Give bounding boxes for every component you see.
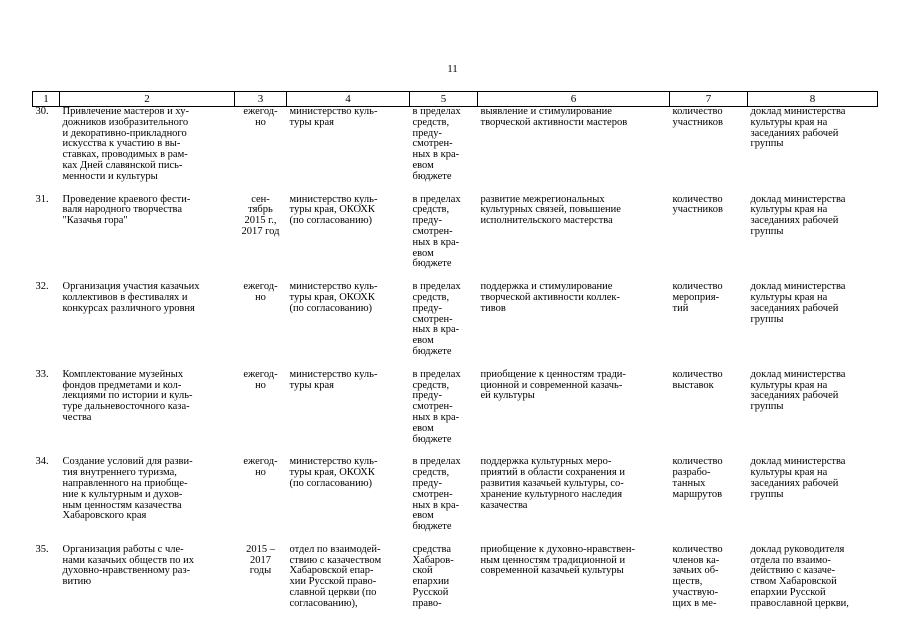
funding-cell: в пределах средств, преду- смотрен- ных в кра- евом бюджете <box>412 193 461 270</box>
report-cell: доклад министерства культуры края на заседаниях рабочей группы <box>750 368 846 413</box>
row-number: 31. <box>35 193 49 205</box>
table-row <box>33 457 878 545</box>
term-cell: 2015 – 2017 годы <box>246 543 275 577</box>
term-cell: ежегод- но <box>243 456 278 479</box>
event-cell: Создание условий для разви- тия внутреннего туризма, направленного на приобще- ние к культурным и духов- ным ценностям казачества Хабаровского края <box>62 456 193 522</box>
result-cell: выявление и стимулирование творческой активности мастеров <box>480 106 628 128</box>
result-cell: поддержка культурных меро- приятий в области сохранения и развития казачьей культуры, со- хранение культурного наследия казачества <box>480 456 625 511</box>
funding-cell: в пределах средств, преду- смотрен- ных в кра- евом бюджете <box>412 368 461 445</box>
header-cell: 4 <box>287 92 410 107</box>
table-row <box>33 282 878 370</box>
funding-cell: в пределах средств, преду- смотрен- ных в кра- евом бюджете <box>412 456 461 533</box>
term-cell: ежегод- но <box>243 281 278 303</box>
row-number: 30. <box>35 106 49 117</box>
header-cell: 6 <box>478 92 670 107</box>
page-number: 11 <box>447 63 458 75</box>
header-cell: 5 <box>410 92 478 107</box>
table-row <box>33 195 878 283</box>
row-number: 32. <box>35 281 49 293</box>
header-cell: 3 <box>235 92 287 107</box>
report-cell: доклад руководителя отдела по взаимо- действию с казаче- ством Хабаровской епархии Русской православной церкви, <box>750 543 849 609</box>
term-cell: ежегод- но <box>243 106 278 128</box>
event-cell: Комплектование музейных фондов предметами и кол- лекциями по истории и куль- туре дальневосточного каза- чества <box>62 368 193 423</box>
event-cell: Организация участия казачьих коллективов в фестивалях и конкурсах различного уровня <box>62 281 200 314</box>
header-cell: 7 <box>670 92 748 107</box>
table-row <box>33 370 878 458</box>
table-row <box>33 107 878 195</box>
indicator-cell: количество участников <box>672 193 723 216</box>
indicator-cell: количество разрабо- танных маршрутов <box>672 456 723 500</box>
term-cell: сен- тябрь 2015 г., 2017 год <box>241 193 280 237</box>
result-cell: приобщение к ценностям тради- ционной и современной казачь- ей культуры <box>480 368 626 402</box>
executor-cell: министерство куль- туры края <box>289 368 378 391</box>
table-row <box>33 545 878 610</box>
executor-cell: министерство куль- туры края, ОКОХК (по согласованию) <box>289 281 378 314</box>
indicator-cell: количество участников <box>672 106 723 128</box>
row-number: 35. <box>35 543 49 555</box>
report-cell: доклад министерства культуры края на заседаниях рабочей группы <box>750 106 846 150</box>
row-number: 34. <box>35 456 49 468</box>
result-cell: поддержка и стимулирование творческой активности коллек- тивов <box>480 281 620 314</box>
result-cell: развитие межрегиональных культурных связей, повышение исполнительского мастерства <box>480 193 621 227</box>
indicator-cell: количество выставок <box>672 368 723 391</box>
header-cell: 8 <box>748 92 878 107</box>
report-cell: доклад министерства культуры края на заседаниях рабочей группы <box>750 456 846 500</box>
executor-cell: министерство куль- туры края, ОКОХК (по согласованию) <box>289 193 378 227</box>
executor-cell: министерство куль- туры края <box>289 106 378 128</box>
header-row <box>33 92 878 107</box>
term-cell: ежегод- но <box>243 368 278 391</box>
executor-cell: отдел по взаимодей- ствию с казачеством Хабаровской епар- хии Русской право- славной церкви (по согласованию), <box>289 543 382 609</box>
executor-cell: министерство куль- туры края, ОКОХК (по согласованию) <box>289 456 378 489</box>
indicator-cell: количество членов ка- зачьих об- ществ, участвую- щих в ме- <box>672 543 723 609</box>
event-cell: Организация работы с чле- нами казачьих обществ по их духовно-нравственному раз- витию <box>62 543 195 588</box>
funding-cell: в пределах средств, преду- смотрен- ных в кра- евом бюджете <box>412 106 461 182</box>
result-cell: приобщение к духовно-нравствен- ным ценностям традиционной и современной казачьей культуры <box>480 543 635 577</box>
row-number: 33. <box>35 368 49 380</box>
report-cell: доклад министерства культуры края на заседаниях рабочей группы <box>750 193 846 237</box>
funding-cell: в пределах средств, преду- смотрен- ных в кра- евом бюджете <box>412 281 461 357</box>
event-cell: Привлечение мастеров и ху- дожников изобразительного и декоративно-прикладного искусства к участию в вы- ставках, проводимых в рам- ках Дней славянской пись- менности и культуры <box>62 106 189 182</box>
header-cell: 2 <box>60 92 235 107</box>
funding-cell: средства Хабаров- ской епархии Русской право- <box>412 543 454 609</box>
header-cell: 1 <box>33 92 60 107</box>
indicator-cell: количество мероприя- тий <box>672 281 723 314</box>
event-cell: Проведение краевого фести- валя народного творчества "Казачья гора" <box>62 193 191 227</box>
plan-table <box>32 91 878 610</box>
report-cell: доклад министерства культуры края на заседаниях рабочей группы <box>750 281 846 325</box>
